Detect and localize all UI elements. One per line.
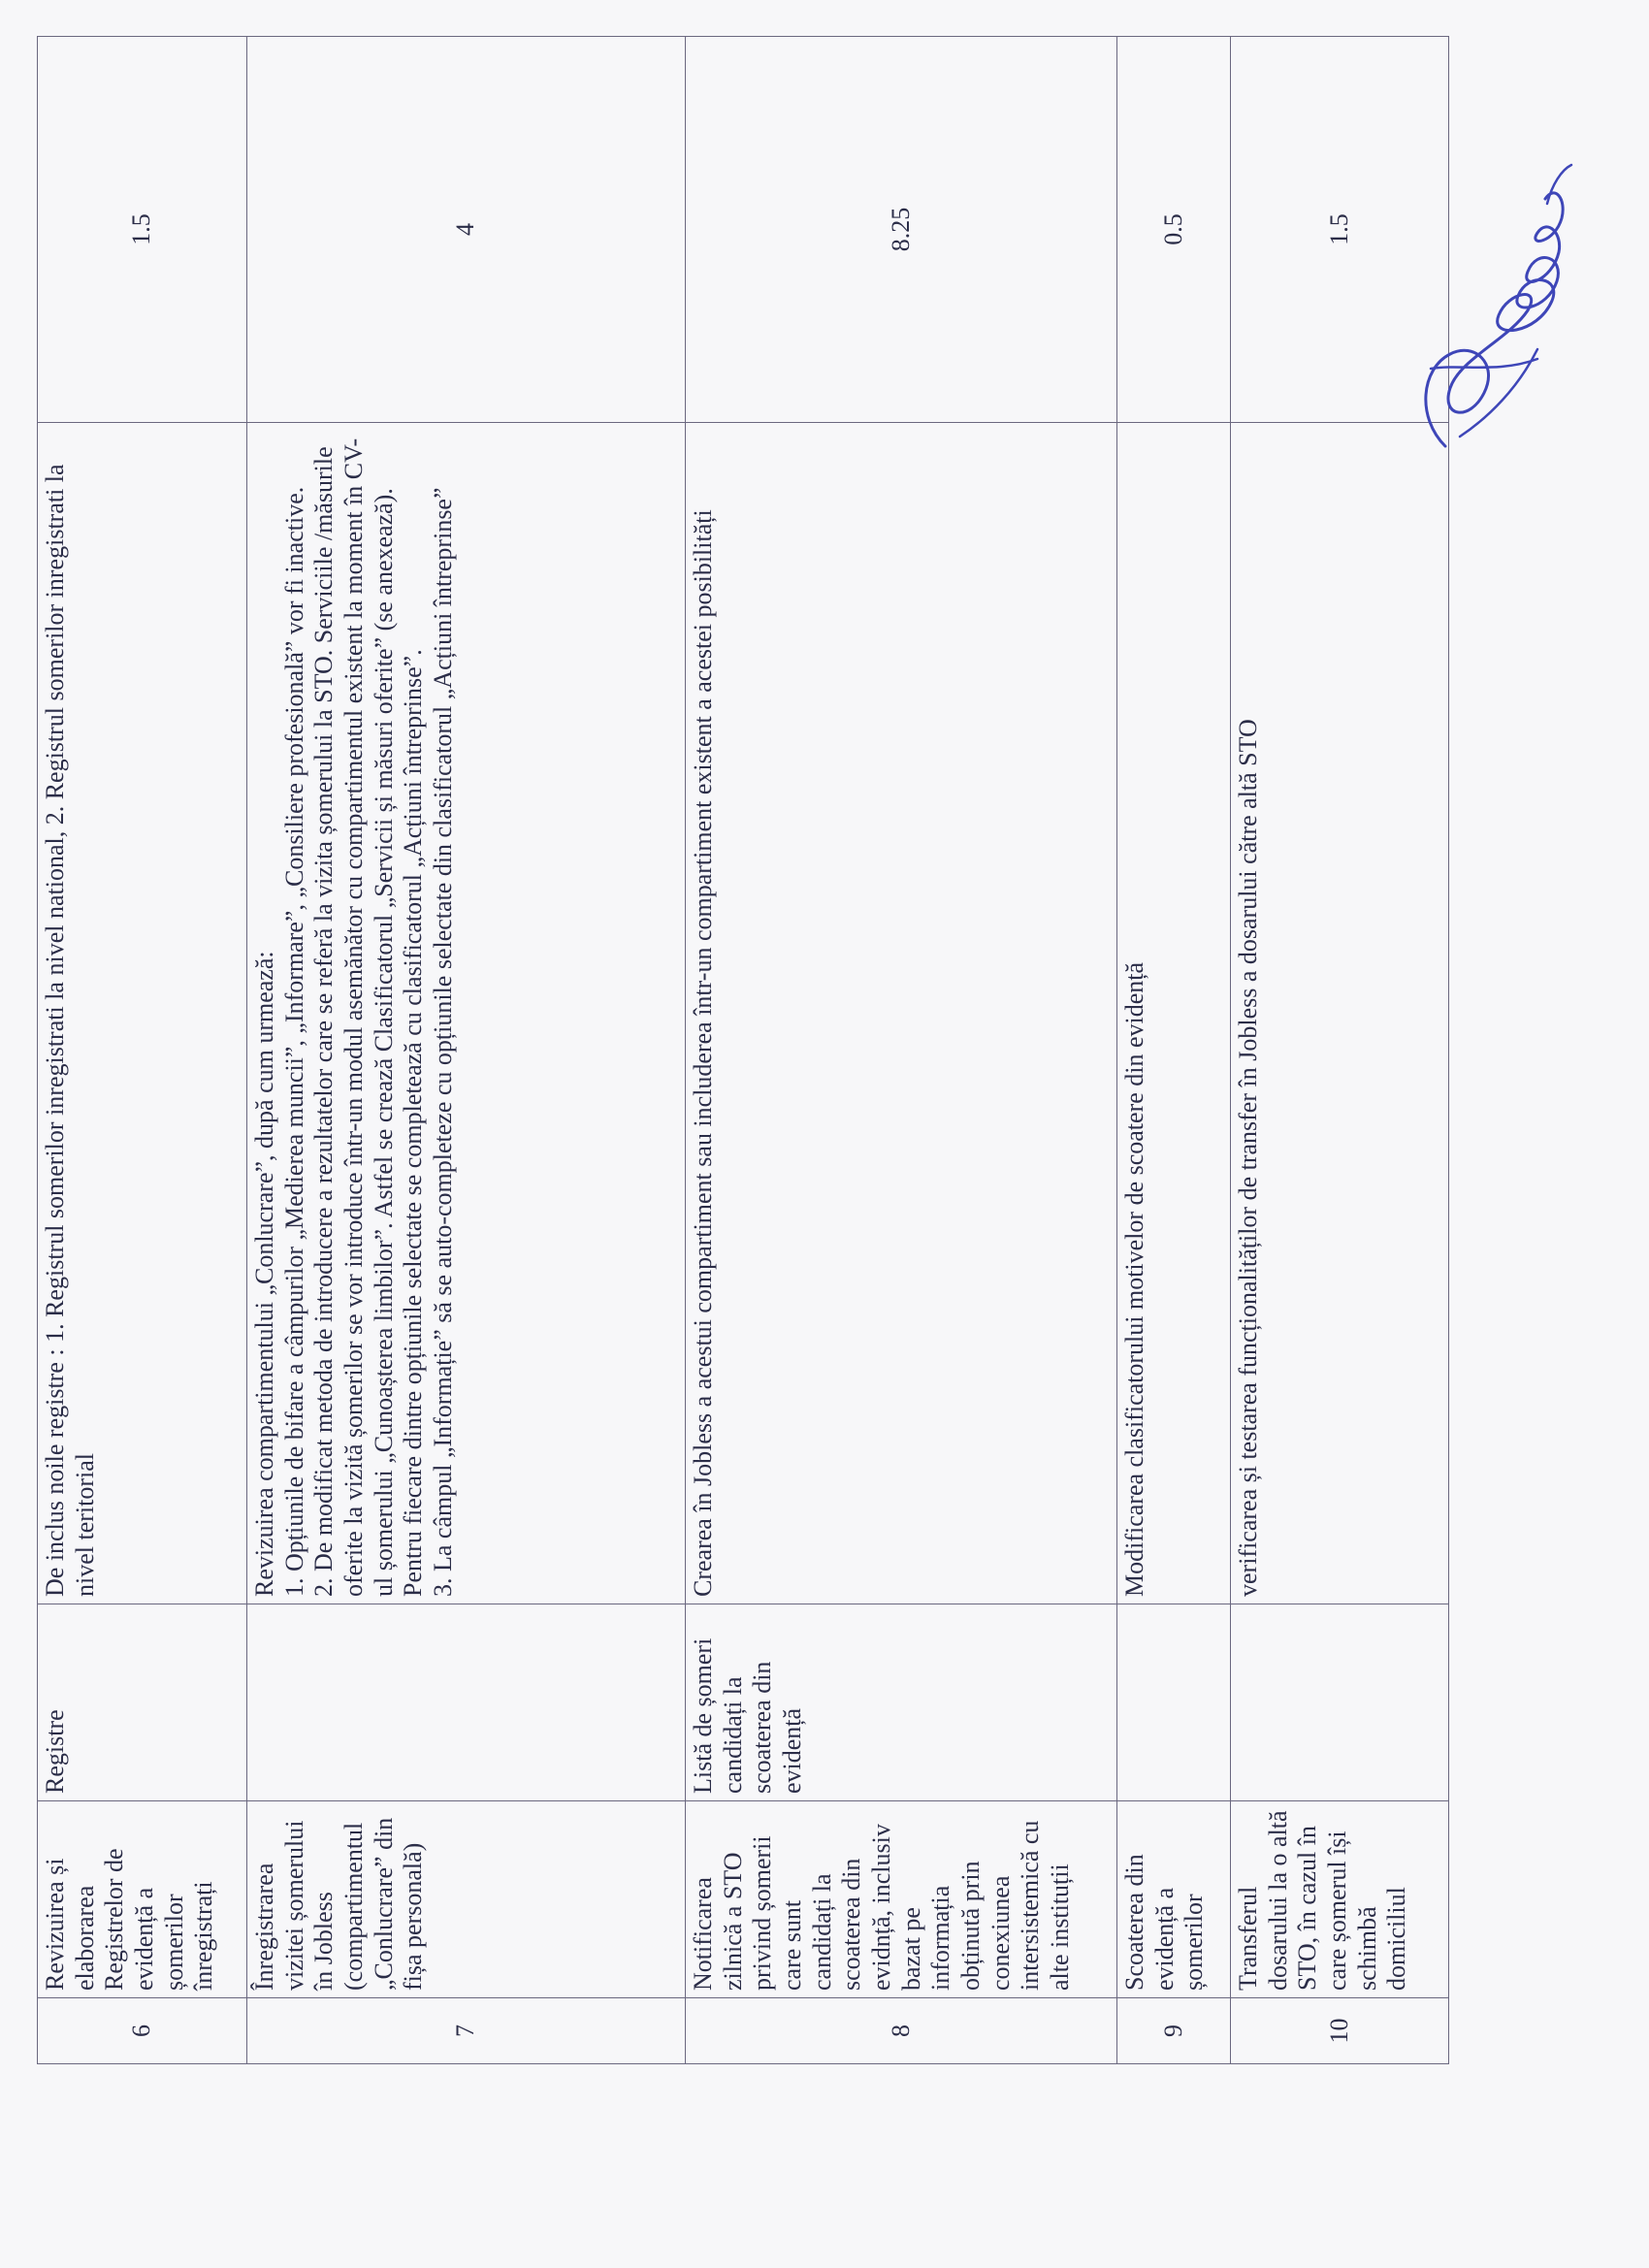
component-cell — [247, 1604, 686, 1801]
table-row — [247, 37, 686, 2064]
description-cell — [38, 423, 247, 1604]
description-line: 3. La câmpul „Informație” să se auto-completeze cu opțiunile selectate din clasificatorul „Acțiuni întreprinse” — [429, 487, 458, 1597]
hours-cell: 0.5 — [1117, 37, 1231, 423]
row-number: 7 — [247, 1998, 686, 2064]
table-row — [686, 37, 1117, 2064]
description-cell — [686, 423, 1117, 1604]
component-cell: Listă de șomeri candidați la scoaterea din evidență — [686, 1604, 1117, 1801]
row-number: 10 — [1231, 1998, 1449, 2064]
activity-cell: Notificarea zilnică a STO privind șomerii care sunt candidați la scoaterea din evidnță, inclusiv bazat pe informația obținută prin conexiunea intersistemică cu alte instituții — [686, 1801, 1117, 1998]
table-row — [38, 37, 247, 2064]
signature-stroke — [1431, 165, 1571, 437]
activity-cell: Revizuirea și elaborarea Registrelor de evidență a șomerilor înregistrați — [38, 1801, 247, 1998]
component-cell — [1231, 1604, 1449, 1801]
row-number: 6 — [38, 1998, 247, 2064]
description-cell — [1117, 423, 1231, 1604]
hours-cell: 1.5 — [38, 37, 247, 423]
description-cell — [1231, 423, 1449, 1604]
activity-cell: Scoaterea din evidență a șomerilor — [1117, 1801, 1231, 1998]
hours-cell: 1.5 — [1231, 37, 1449, 423]
description-line: verificarea și testarea funcționalităților de transfer în Jobless a dosarului către altă STO — [1234, 719, 1262, 1597]
description-cell — [247, 423, 686, 1604]
activity-cell: Înregistrarea vizitei șomerului în Jobless (compartimentul „Conlucrare” din fișa personală) — [247, 1801, 686, 1998]
table-row — [1117, 37, 1231, 2064]
row-number: 8 — [686, 1998, 1117, 2064]
rotated-table-container — [37, 37, 1485, 2064]
description-line: 1. Opțiunile de bifare a câmpurilor „Medierea muncii”, „Informare”, „Consiliere profesională” vor fi inactive. — [279, 486, 308, 1597]
row-number: 9 — [1117, 1998, 1231, 2064]
activities-table — [37, 36, 1449, 2064]
description-line: Modificarea clasificatorului motivelor de scoatere din evidență — [1120, 961, 1148, 1597]
handwritten-signature — [1392, 126, 1586, 475]
hours-cell: 8.25 — [686, 37, 1117, 423]
document-page — [37, 37, 1485, 2064]
component-cell — [1117, 1604, 1231, 1801]
component-cell: Registre — [38, 1604, 247, 1801]
description-line: De inclus noile registre : 1. Registrul somerilor inregistrati la nivel national, 2. Registrul somerilor inregistrati la nivel teritorial — [41, 464, 99, 1597]
description-line: Revizuirea compartimentului „Conlucrare”, după cum urmează: — [250, 951, 278, 1597]
activity-cell: Transferul dosarului la o altă STO, în cazul în care șomerul își schimbă domiciliul — [1231, 1801, 1449, 1998]
description-line: Crearea în Jobless a acestui compartiment sau includerea într-un compartiment existent a acestei posibilități — [689, 509, 717, 1597]
description-line: 2. De modificat metoda de introducere a rezultatelor care se referă la vizita șomerului la STO. Serviciile /măsurile oferite la vizită șomerilor se vor introduce într-un modul asemănător cu compartimentul existent la moment în CV-ul șomerului „Cunoașterea limbilor”. Astfel se crează Clasificatorul „Servicii și măsuri oferite” (se anexează). Pentru fiecare dintre opțiunile selectate se completează cu clasificatorul „Acțiuni întreprinse”. — [309, 437, 428, 1597]
hours-cell: 4 — [247, 37, 686, 423]
